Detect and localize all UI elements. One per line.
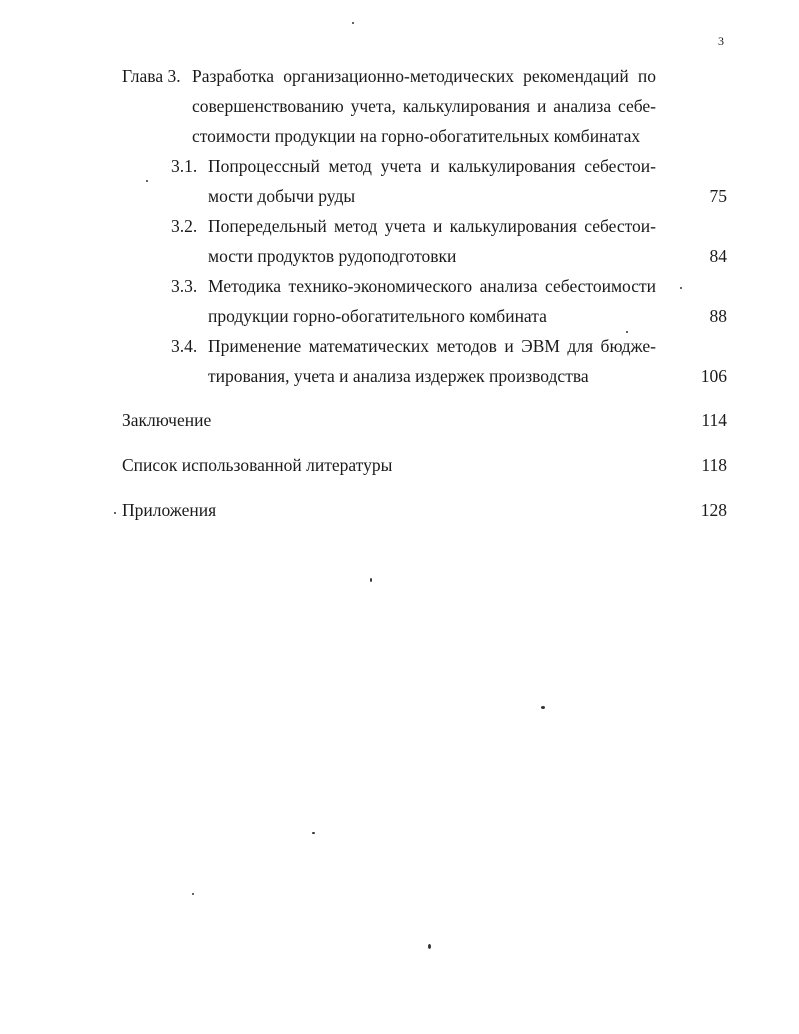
section-page: 84 <box>709 246 727 266</box>
section-title-line-1: Применение математических методов и ЭВМ для бюдже- <box>208 336 656 356</box>
scan-speck <box>146 180 148 182</box>
section-title-line-2: мости продуктов рудоподготовки <box>208 246 457 266</box>
section-title-line-1: Методика технико-экономического анализа себестоимости <box>208 276 656 296</box>
scan-speck <box>312 832 315 834</box>
chapter-label: Глава 3. <box>122 66 181 86</box>
toc-entry-page: 118 <box>701 455 727 475</box>
scan-speck <box>352 22 354 24</box>
section-title-line-2: мости добычи руды <box>208 186 356 206</box>
toc-entry-label: Приложения <box>122 500 217 520</box>
section-number: 3.4. <box>171 336 198 356</box>
scan-speck <box>428 944 431 949</box>
section-number: 3.2. <box>171 216 198 236</box>
section-number: 3.1. <box>171 156 198 176</box>
section-title-line-2: тирования, учета и анализа издержек производства <box>208 366 589 386</box>
scan-speck <box>114 512 116 514</box>
scan-speck <box>680 287 682 289</box>
section-title-line-2: продукции горно-обогатительного комбината <box>208 306 547 326</box>
scan-speck <box>192 893 194 895</box>
section-number: 3.3. <box>171 276 198 296</box>
section-title-line-1: Попередельный метод учета и калькулирования себестои- <box>208 216 656 236</box>
toc-entry-page: 114 <box>701 410 727 430</box>
section-page: 75 <box>709 186 727 206</box>
section-title-line-1: Попроцессный метод учета и калькулирования себестои- <box>208 156 656 176</box>
section-page: 106 <box>700 366 727 386</box>
toc-entry-label: Список использованной литературы <box>122 455 393 475</box>
scan-speck <box>626 331 628 333</box>
chapter-title-line-1: Разработка организационно-методических рекомендаций по <box>192 66 656 86</box>
section-page: 88 <box>709 306 727 326</box>
chapter-title-line-2: совершенствованию учета, калькулирования и анализа себе- <box>192 96 656 116</box>
scan-speck <box>541 706 545 709</box>
page-number: 3 <box>718 34 724 48</box>
toc-entry-label: Заключение <box>122 410 212 430</box>
chapter-title-line-3: стоимости продукции на горно-обогатительных комбинатах <box>192 126 641 146</box>
scan-speck <box>370 578 372 582</box>
toc-entry-page: 128 <box>700 500 727 520</box>
